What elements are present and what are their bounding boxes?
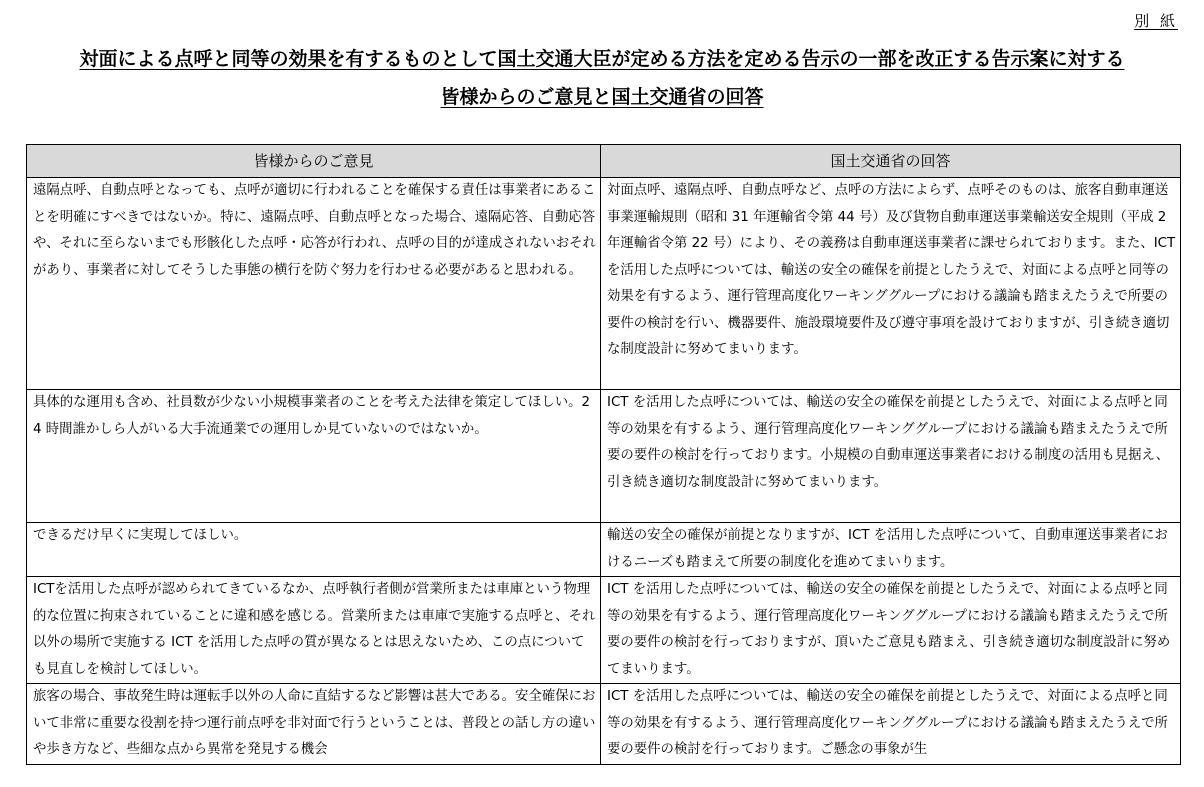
title-line-1: 対面による点呼と同等の効果を有するものとして国土交通大臣が定める方法を定める告示の一部を改正する告示案に対する	[79, 48, 1125, 70]
opinion-cell: できるだけ早くに実現してほしい。	[27, 523, 601, 577]
table-row	[27, 178, 1181, 390]
table-row	[27, 577, 1181, 684]
table-row	[27, 390, 1181, 523]
table-row	[27, 523, 1181, 577]
column-header-opinions: 皆様からのご意見	[27, 145, 601, 178]
opinion-cell: ICTを活用した点呼が認められてきているなか、点呼執行者側が営業所または車庫という物理的な位置に拘束されていることに違和感を感じる。営業所または車庫で実施する点呼と、それ以外の場所で実施する ICT を活用した点呼の質が異なるとは思えないため、この点についても見直しを検討してほしい。	[27, 577, 601, 684]
opinion-cell: 具体的な運用も含め、社員数が少ない小規模事業者のことを考えた法律を策定してほしい。24 時間誰かしら人がいる大手流通業での運用しか見ていないのではないか。	[27, 390, 601, 523]
opinion-answer-table	[26, 144, 1181, 765]
answer-cell: ICT を活用した点呼については、輸送の安全の確保を前提としたうえで、対面による点呼と同等の効果を有するよう、運行管理高度化ワーキンググループにおける議論も踏まえたうえで所要の要件の検討を行っております。小規模の自動車運送事業者における制度の活用も見据え、引き続き適切な制度設計に努めてまいります。	[601, 390, 1181, 523]
opinion-cell: 旅客の場合、事故発生時は運転手以外の人命に直結するなど影響は甚大である。安全確保において非常に重要な役割を持つ運行前点呼を非対面で行うということは、普段との話し方の違いや歩き方など、些細な点から異常を発見する機会	[27, 684, 601, 765]
opinion-cell: 遠隔点呼、自動点呼となっても、点呼が適切に行われることを確保する責任は事業者にあることを明確にすべきではないか。特に、遠隔点呼、自動点呼となった場合、遠隔応答、自動応答や、それに至らないまでも形骸化した点呼・応答が行われ、点呼の目的が達成されないおそれがあり、事業者に対してそうした事態の横行を防ぐ努力を行わせる必要があると思われる。	[27, 178, 601, 390]
answer-cell: 輸送の安全の確保が前提となりますが、ICT を活用した点呼について、自動車運送事業者におけるニーズも踏まえて所要の制度化を進めてまいります。	[601, 523, 1181, 577]
document-title	[0, 40, 1204, 116]
attachment-label: 別 紙	[1134, 12, 1178, 30]
table-header-row	[27, 145, 1181, 178]
answer-cell: 対面点呼、遠隔点呼、自動点呼など、点呼の方法によらず、点呼そのものは、旅客自動車運送事業運輸規則（昭和 31 年運輸省令第 44 号）及び貨物自動車運送事業輸送安全規則（平成 2 年運輸省令第 22 号）により、その義務は自動車運送事業者に課せられております。また、ICT を活用した点呼については、輸送の安全の確保を前提としたうえで、対面による点呼と同等の効果を有するよう、運行管理高度化ワーキンググループにおける議論も踏まえたうえで所要の要件の検討を行い、機器要件、施設環境要件及び遵守事項を設けておりますが、引き続き適切な制度設計に努めてまいります。	[601, 178, 1181, 390]
answer-cell: ICT を活用した点呼については、輸送の安全の確保を前提としたうえで、対面による点呼と同等の効果を有するよう、運行管理高度化ワーキンググループにおける議論も踏まえたうえで所要の要件の検討を行っておりますが、頂いたご意見も踏まえ、引き続き適切な制度設計に努めてまいります。	[601, 577, 1181, 684]
title-line-2: 皆様からのご意見と国土交通省の回答	[440, 86, 764, 108]
column-header-answers: 国土交通省の回答	[601, 145, 1181, 178]
answer-cell: ICT を活用した点呼については、輸送の安全の確保を前提としたうえで、対面による点呼と同等の効果を有するよう、運行管理高度化ワーキンググループにおける議論も踏まえたうえで所要の要件の検討を行っております。ご懸念の事象が生	[601, 684, 1181, 765]
table-row	[27, 684, 1181, 765]
